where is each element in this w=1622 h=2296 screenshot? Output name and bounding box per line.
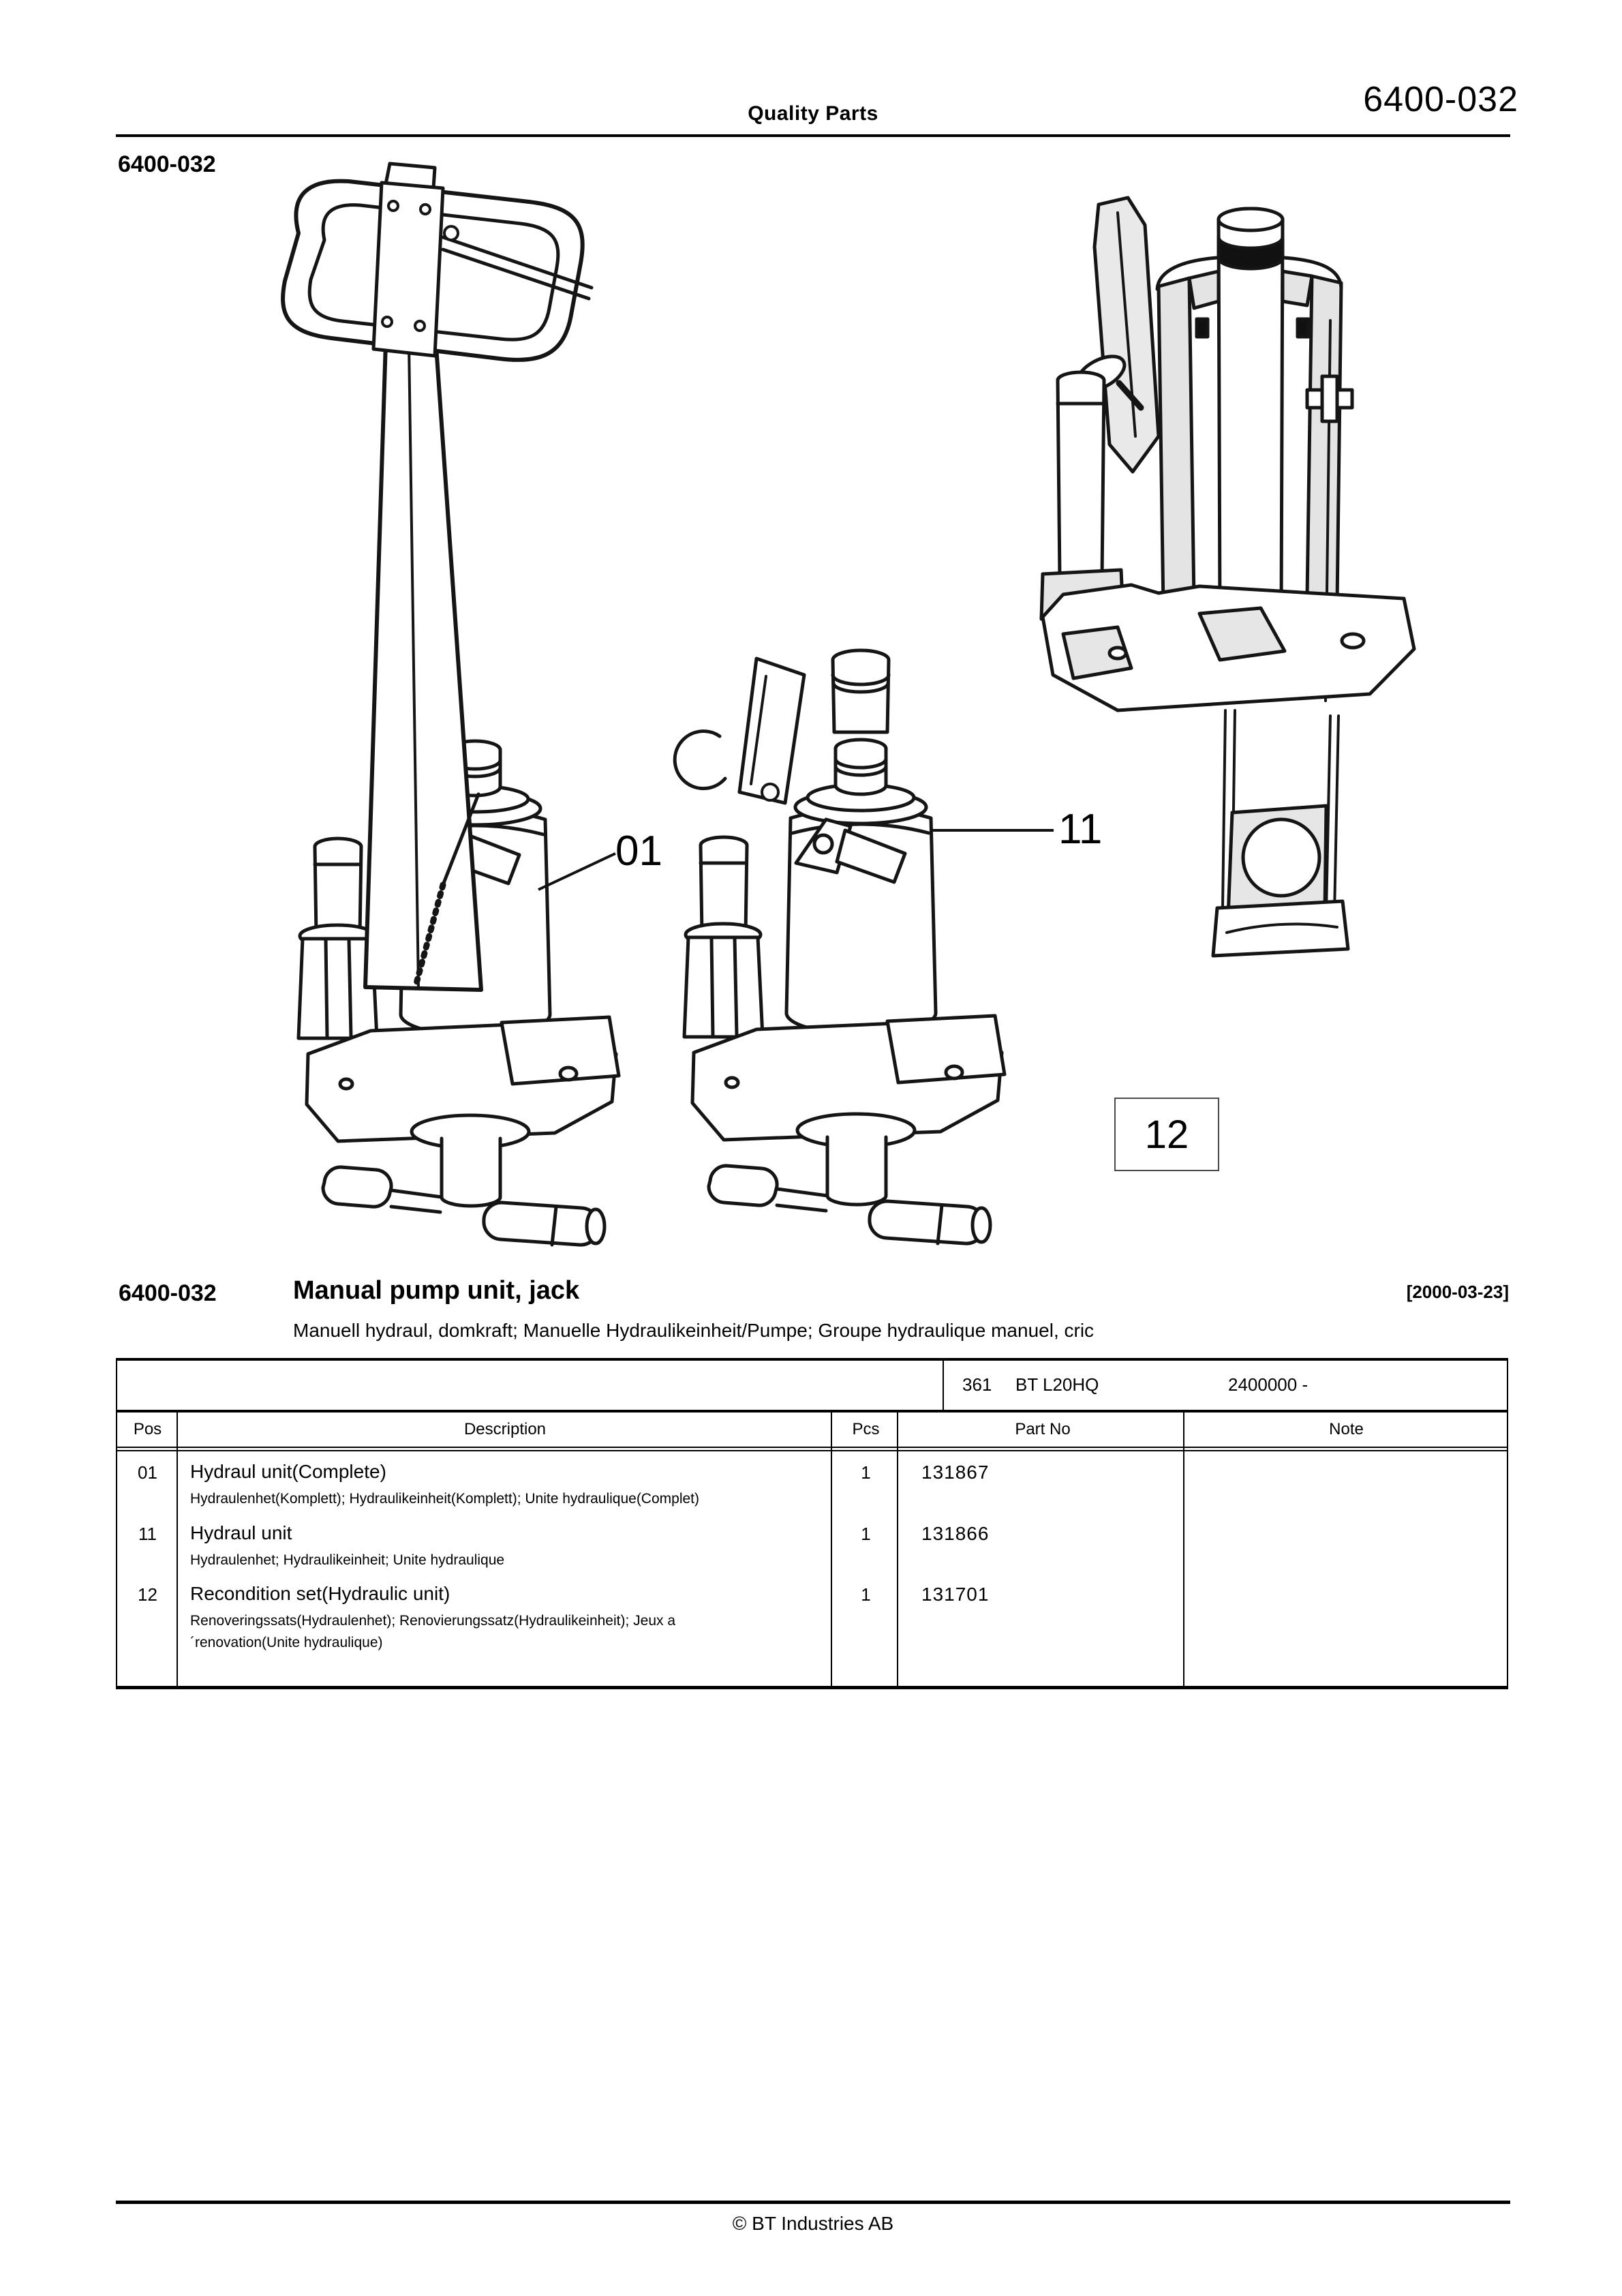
cell-pos: 01 — [138, 1462, 157, 1483]
column-divider — [177, 1413, 178, 1686]
column-header-pcs: Pcs — [852, 1420, 880, 1438]
description-translations: Renoveringssats(Hydraulenhet); Renovierungssatz(Hydraulikeinheit); Jeux a´renovation(Unite hydraulique) — [190, 1613, 676, 1650]
cell-pos: 11 — [138, 1523, 157, 1544]
description-translations: Hydraulenhet; Hydraulikeinheit; Unite hydraulique — [190, 1552, 505, 1568]
cell-part-no: 131701 — [921, 1584, 990, 1605]
variant-serial-range: 2400000 - — [1228, 1374, 1309, 1395]
variant-row — [117, 1361, 1507, 1413]
callout-label-12: 12 — [1144, 1112, 1189, 1157]
column-header-note: Note — [1329, 1420, 1364, 1438]
header-page-code: 6400-032 — [1363, 80, 1518, 119]
table-row — [117, 1461, 1507, 1510]
cell-description — [178, 1583, 832, 1653]
figure-hydraulic-unit — [675, 650, 1005, 1243]
cell-pcs: 1 — [861, 1462, 871, 1483]
column-divider — [1183, 1413, 1184, 1686]
description-main: Hydraul unit(Complete) — [190, 1461, 386, 1482]
variant-divider — [943, 1361, 944, 1410]
footer-rule — [116, 2201, 1510, 2204]
column-divider — [831, 1413, 832, 1686]
cell-description — [178, 1522, 832, 1571]
callout-box-12 — [1114, 1098, 1219, 1171]
table-body — [117, 1451, 1507, 1686]
section-title-code: 6400-032 — [119, 1280, 217, 1306]
cell-pos: 12 — [138, 1584, 157, 1605]
table-row — [117, 1522, 1507, 1571]
table-row — [117, 1583, 1507, 1653]
table-header-row — [117, 1413, 1507, 1451]
description-translations: Hydraulenhet(Komplett); Hydraulikeinheit(Komplett); Unite hydraulique(Complet) — [190, 1491, 699, 1507]
footer-copyright: © BT Industries AB — [732, 2213, 894, 2234]
cell-pcs: 1 — [861, 1584, 871, 1605]
revision-date: [2000-03-23] — [1406, 1282, 1509, 1302]
variant-model: BT L20HQ — [1015, 1374, 1099, 1395]
cell-part-no: 131867 — [921, 1462, 990, 1483]
variant-ref-no: 361 — [962, 1374, 992, 1395]
page-title: Manual pump unit, jack — [293, 1276, 580, 1305]
parts-table — [116, 1358, 1508, 1689]
section-code-heading: 6400-032 — [118, 151, 216, 177]
column-header-pos: Pos — [133, 1420, 162, 1438]
description-main: Recondition set(Hydraulic unit) — [190, 1583, 450, 1604]
section-title-row — [116, 1276, 1510, 1312]
callout-label-11: 11 — [1058, 806, 1103, 853]
column-header-description: Description — [463, 1420, 547, 1438]
cell-description — [178, 1461, 832, 1510]
description-main: Hydraul unit — [190, 1522, 292, 1543]
callout-leader-01 — [538, 854, 615, 890]
table-lower — [117, 1413, 1507, 1686]
callout-label-01: 01 — [615, 828, 662, 875]
header-title: Quality Parts — [748, 102, 878, 125]
column-header-part-no: Part No — [1015, 1420, 1071, 1438]
column-divider — [897, 1413, 898, 1686]
section-subtitle: Manuell hydraul, domkraft; Manuelle Hydraulikeinheit/Pumpe; Groupe hydraulique manuel, cric — [293, 1320, 1095, 1341]
figure-pump-unit-complete — [283, 164, 619, 1245]
cell-part-no: 131866 — [921, 1522, 990, 1544]
cell-pcs: 1 — [861, 1523, 871, 1544]
